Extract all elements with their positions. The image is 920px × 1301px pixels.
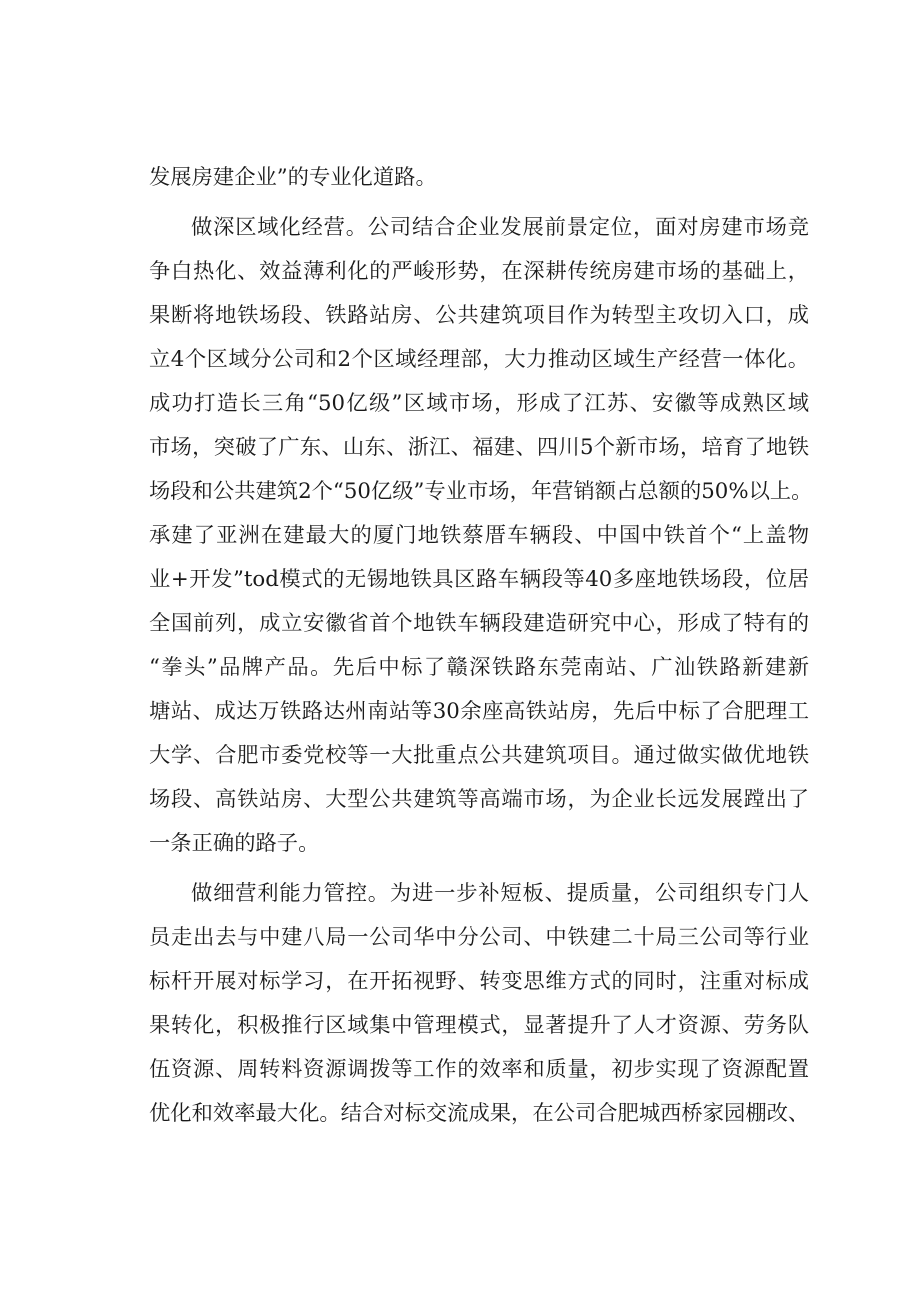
- text-line: 发展房建企业”的专业化道路。: [149, 165, 437, 190]
- text-line: 做深区域化经营。公司结合企业发展前景定位，面对房建市场竞: [191, 215, 809, 240]
- text-line: “拳头”品牌产品。先后中标了赣深铁路东莞南站、广汕铁路新建新: [149, 655, 809, 680]
- text-line: 果转化，积极推行区域集中管理模式，显著提升了人才资源、劳务队: [149, 1013, 809, 1038]
- text-line: 市场，突破了广东、山东、浙江、福建、四川5个新市场，培育了地铁: [149, 435, 809, 460]
- text-line: 争白热化、效益薄利化的严峻形势，在深耕传统房建市场的基础上，: [149, 259, 809, 284]
- text-line: 场段和公共建筑2个“50亿级”专业市场，年营销额占总额的50%以上。: [149, 479, 813, 504]
- text-line: 场段、高铁站房、大型公共建筑等高端市场，为企业长远发展蹚出了: [149, 787, 809, 812]
- paragraph-continuation: [149, 156, 809, 200]
- text-line: 做细营利能力管控。为进一步补短板、提质量，公司组织专门人: [191, 881, 809, 906]
- text-line: 伍资源、周转料资源调拨等工作的效率和质量，初步实现了资源配置: [149, 1057, 809, 1082]
- text-line: 全国前列，成立安徽省首个地铁车辆段建造研究中心，形成了特有的: [149, 611, 809, 636]
- text-line: 业+开发”tod模式的无锡地铁具区路车辆段等40多座地铁场段，位居: [149, 567, 809, 592]
- text-line: 一条正确的路子。: [149, 831, 320, 856]
- text-line: 标杆开展对标学习，在开拓视野、转变思维方式的同时，注重对标成: [149, 969, 809, 994]
- text-line: 大学、合肥市委党校等一大批重点公共建筑项目。通过做实做优地铁: [149, 743, 809, 768]
- document-body: [149, 156, 813, 1136]
- text-line: 承建了亚洲在建最大的厦门地铁蔡厝车辆段、中国中铁首个“上盖物: [149, 523, 809, 548]
- text-line: 成功打造长三角“50亿级”区域市场，形成了江苏、安徽等成熟区域: [149, 391, 809, 416]
- text-line: 员走出去与中建八局一公司华中分公司、中铁建二十局三公司等行业: [149, 925, 809, 950]
- text-line: 立4个区域分公司和2个区域经理部，大力推动区域生产经营一体化。: [149, 347, 809, 372]
- paragraph-regional-operation: [149, 206, 813, 866]
- text-line: 果断将地铁场段、铁路站房、公共建筑项目作为转型主攻切入口，成: [149, 303, 809, 328]
- text-line: 塘站、成达万铁路达州南站等30余座高铁站房，先后中标了合肥理工: [149, 699, 809, 724]
- text-line: 优化和效率最大化。结合对标交流成果，在公司合肥城西桥家园棚改、: [149, 1101, 810, 1126]
- paragraph-profit-control: [149, 872, 809, 1136]
